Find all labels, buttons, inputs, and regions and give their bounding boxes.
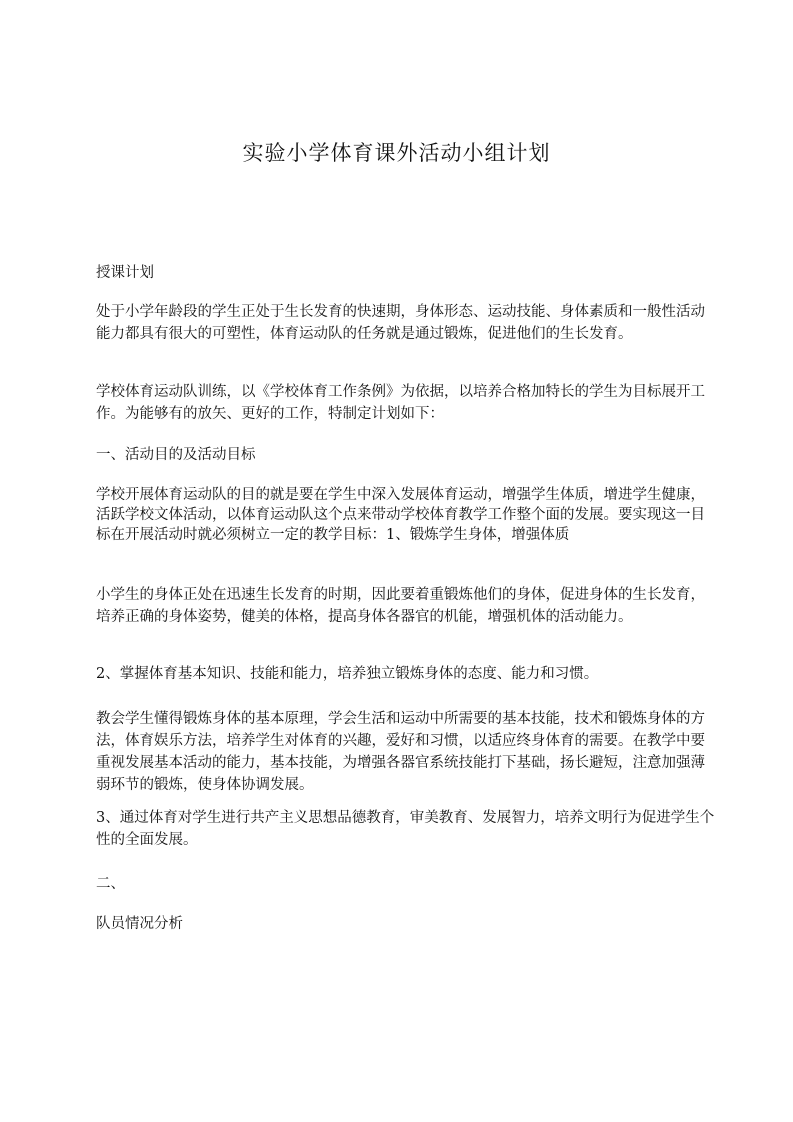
- paragraph-purpose: 学校开展体育运动队的目的就是要在学生中深入发展体育运动，增强学生体质，增进学生健康，活跃学校文体活动，以体育运动队这个点来带动学校体育教学工作整个面的发展。要实现这一目标在开展活动时就必须树立一定的教学目标：1、锻炼学生身体，增强体质: [96, 487, 705, 543]
- paragraph-training-basis: 学校体育运动队训练，以《学校体育工作条例》为依据，以培养合格加特长的学生为目标展开工作。为能够有的放矢、更好的工作，特制定计划如下：: [96, 384, 705, 422]
- document-title: 实验小学体育课外活动小组计划: [242, 141, 551, 165]
- section-heading-member-analysis: 队员情况分析: [96, 916, 183, 932]
- paragraph-goal-2: 2、掌握体育基本知识、技能和能力，培养独立锻炼身体的态度、能力和习惯。: [96, 666, 599, 682]
- paragraph-physical-development: 小学生的身体正处在迅速生长发育的时期，因此要着重锻炼他们的身体，促进身体的生长发育，培养正确的身体姿势，健美的体格，提高身体各器官的机能，增强机体的活动能力。: [96, 587, 705, 625]
- section-heading-two: 二、: [96, 876, 125, 892]
- paragraph-goal-3: 3、通过体育对学生进行共产主义思想品德教育，审美教育、发展智力，培养文明行为促进学生个性的全面发展。: [96, 810, 715, 848]
- section-heading-lesson-plan: 授课计划: [96, 265, 154, 281]
- paragraph-teaching-methods: 教会学生懂得锻炼身体的基本原理，学会生活和运动中所需要的基本技能，技术和锻炼身体的方法，体育娱乐方法，培养学生对体育的兴趣，爱好和习惯，以适应终身体育的需要。在教学中要重视发展基本活动的能力，基本技能，为增强各器官系统技能打下基础，扬长避短，注意加强薄弱环节的锻炼，使身体协调发展。: [96, 711, 705, 793]
- section-heading-goals: 一、活动目的及活动目标: [96, 447, 256, 463]
- paragraph-intro: 处于小学年龄段的学生正处于生长发育的快速期，身体形态、运动技能、身体素质和一般性活动能力都具有很大的可塑性，体育运动队的任务就是通过锻炼，促进他们的生长发育。: [96, 304, 705, 342]
